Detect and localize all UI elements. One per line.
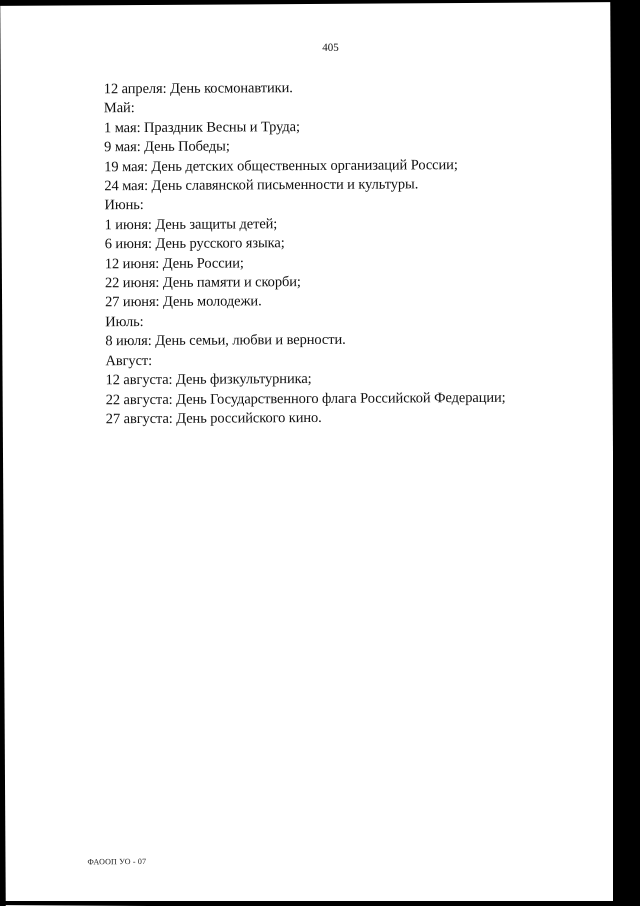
list-item: 22 июня: День памяти и скорби; (104, 274, 301, 292)
list-item: 1 июня: День защиты детей; (104, 216, 278, 234)
list-item: 22 августа: День Государственного флага Российской Федерации; (105, 389, 506, 408)
list-item: 1 мая: Праздник Весны и Труда; (103, 118, 300, 137)
scan-border-right (613, 0, 640, 905)
document-code: ФАООП УО - 07 (87, 856, 147, 867)
month-heading-august: Август: (105, 352, 153, 369)
holiday-list (104, 78, 506, 430)
month-heading-june: Июнь: (104, 197, 144, 214)
scan-border-bottom (0, 901, 640, 905)
list-item: 27 августа: День российского кино. (105, 409, 322, 428)
list-item: 8 июля: День семьи, любви и верности. (105, 332, 346, 350)
document-page (0, 2, 615, 906)
list-item: 12 августа: День физкультурника; (105, 371, 312, 389)
list-item: 24 мая: День славянской письменности и культуры. (104, 176, 419, 195)
list-item: 12 июня: День России; (104, 255, 244, 272)
list-item: 27 июня: День молодежи. (105, 293, 262, 311)
list-item: 9 мая: День Победы; (104, 138, 230, 156)
list-item: 12 апреля: День космонавтики. (103, 80, 293, 98)
list-item: 19 мая: День детских общественных организаций России; (104, 156, 458, 175)
page-number: 405 (322, 41, 339, 54)
list-item: 6 июня: День русского языка; (104, 235, 285, 253)
month-heading-july: Июль: (105, 313, 144, 331)
month-heading-may: Май: (103, 100, 135, 117)
